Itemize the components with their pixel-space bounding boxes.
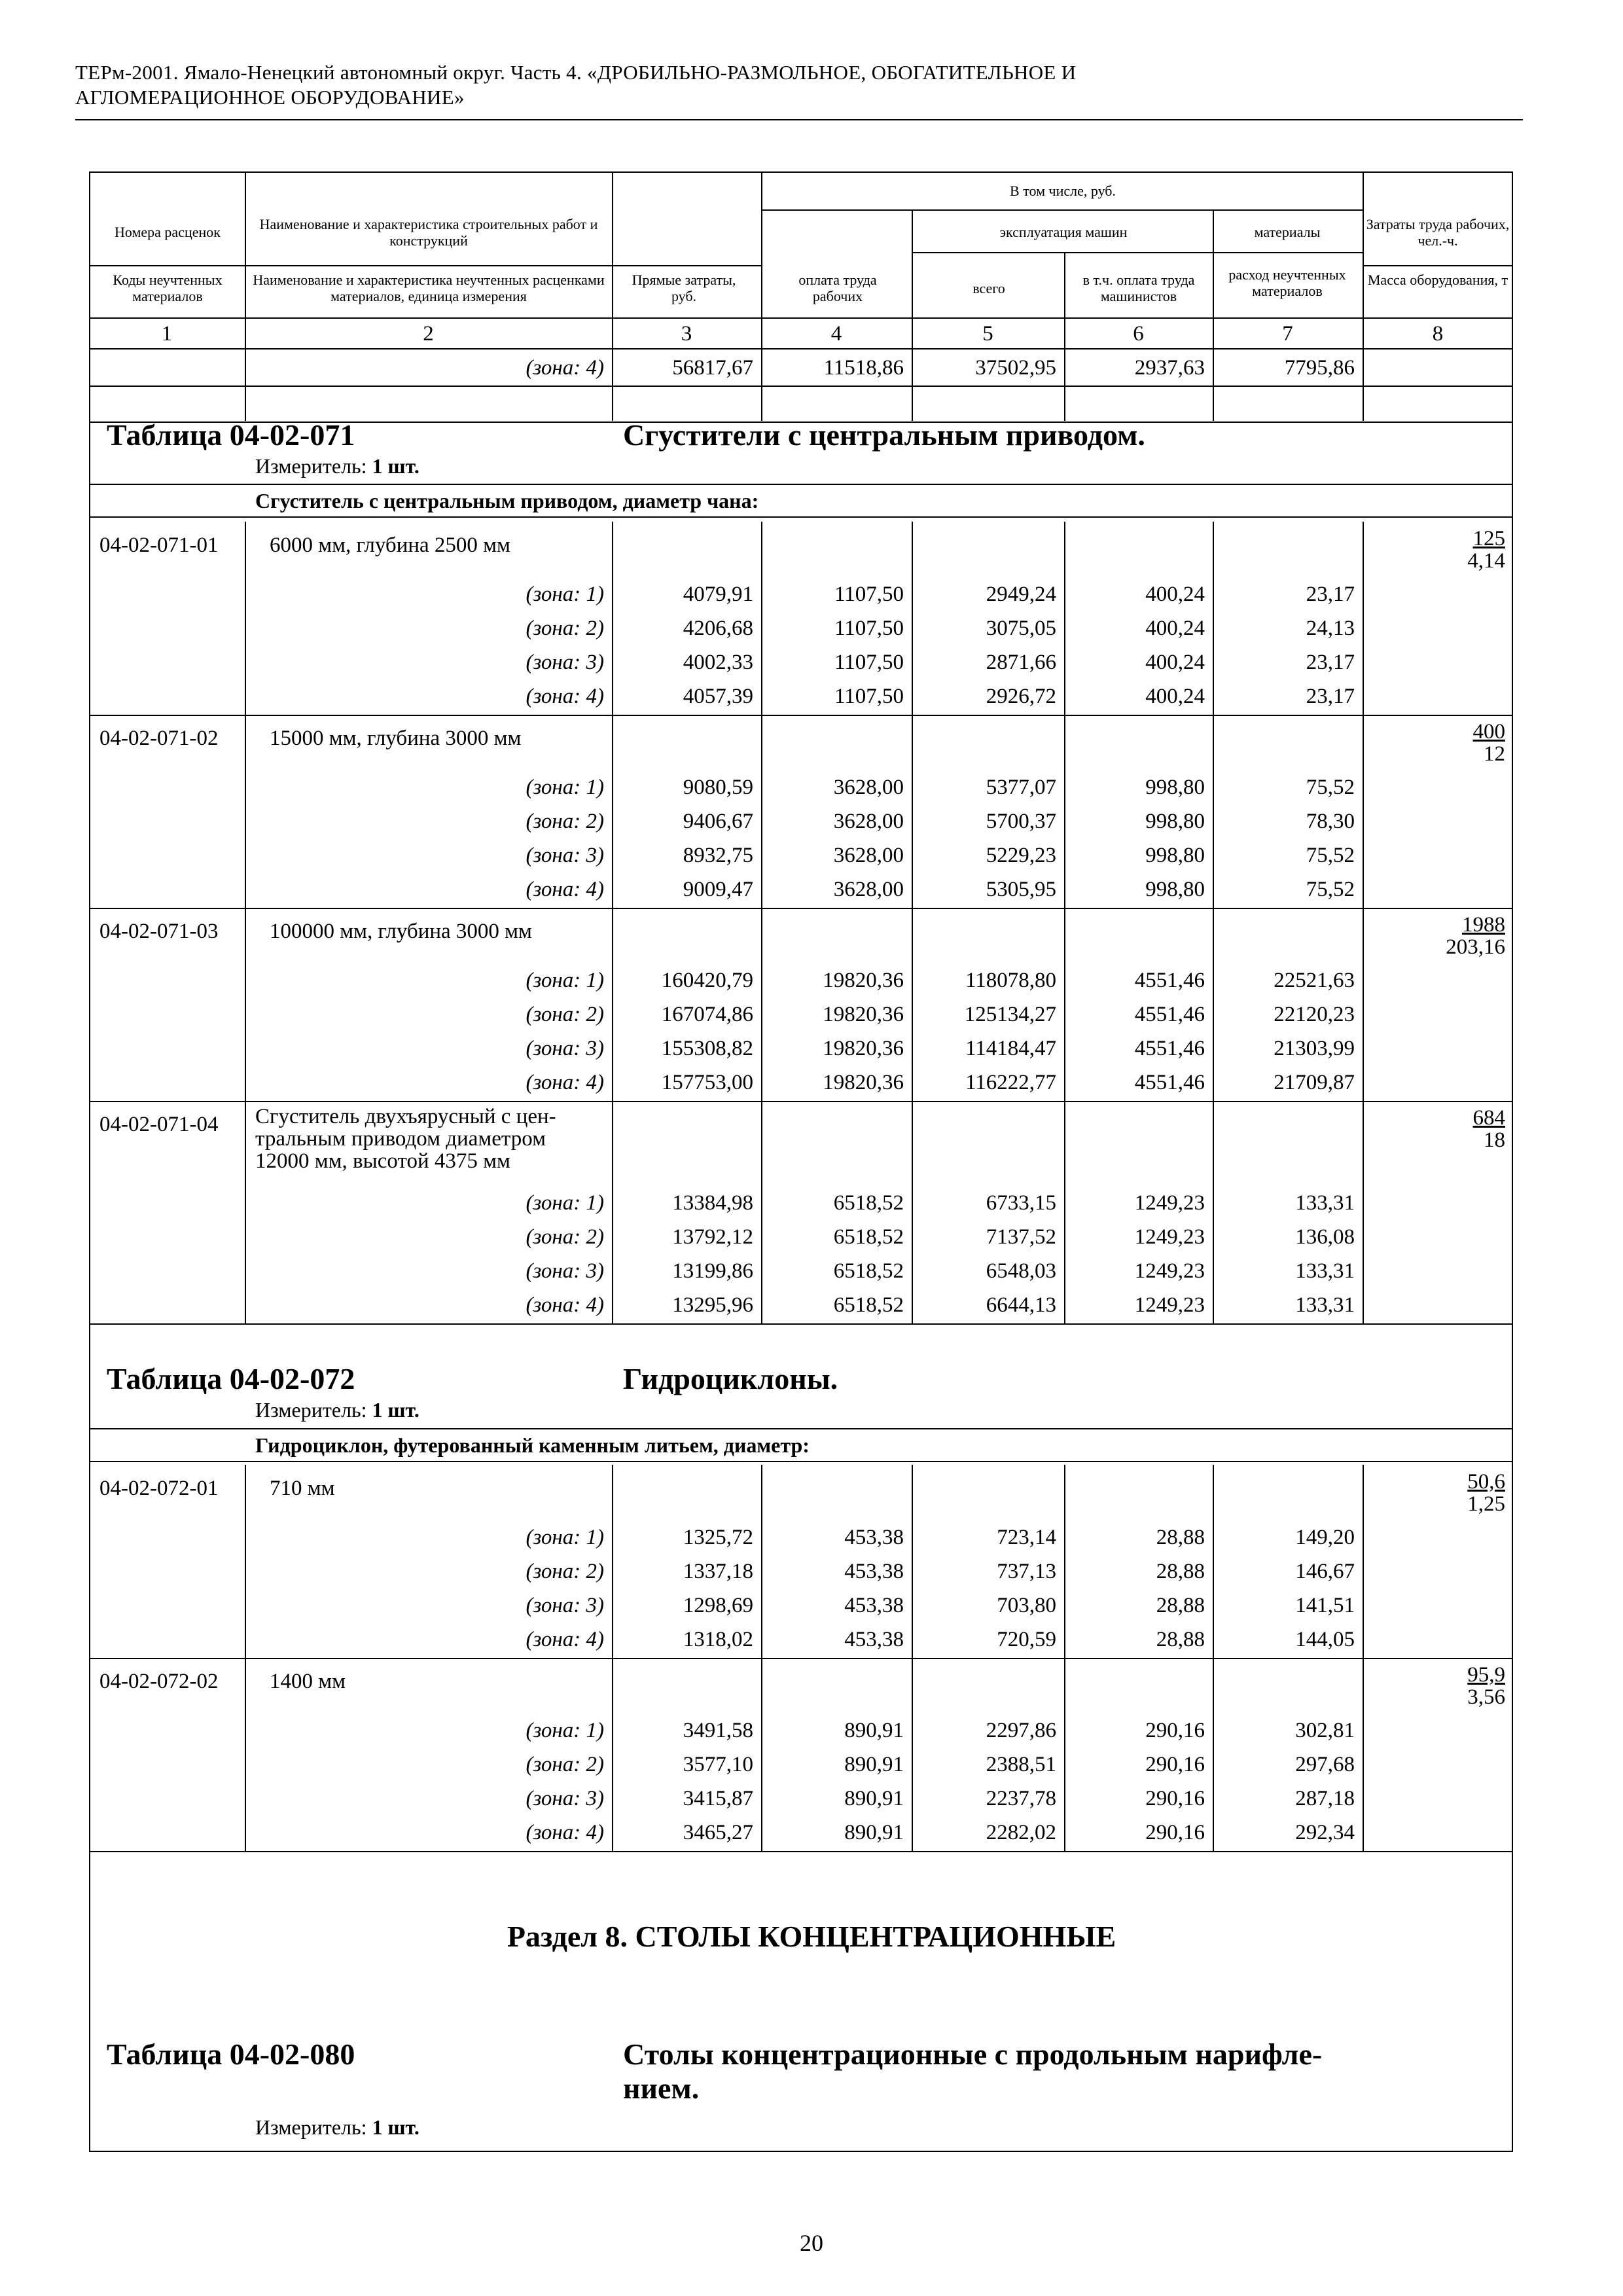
grid-line — [89, 484, 1513, 485]
materials-header: материалы — [1254, 224, 1321, 240]
zone-row-value: 6518,52 — [833, 1259, 904, 1283]
zone-row-value: 453,38 — [844, 1526, 904, 1549]
equipment-mass: 3,56 — [1467, 1685, 1505, 1709]
zone-row-zone-label: (зона: 4) — [526, 1071, 604, 1094]
zone-row-value: 3415,87 — [683, 1787, 753, 1810]
table-number: Таблица 04-02-071 — [107, 418, 355, 452]
zone-row-value: 9009,47 — [683, 878, 753, 901]
col1-bottom-header: Коды неучтенных материалов — [113, 272, 223, 304]
zone-row-value: 703,80 — [997, 1594, 1056, 1617]
zone-row-zone-label: (зона: 1) — [526, 1526, 604, 1549]
grid-line — [89, 908, 1513, 909]
zone-row-value: 5377,07 — [986, 776, 1056, 799]
grid-line — [89, 516, 1513, 518]
zone-row-value: 1249,23 — [1134, 1225, 1205, 1249]
zone-row-value: 13295,96 — [672, 1293, 753, 1317]
zone-row-value: 453,38 — [844, 1628, 904, 1651]
zone-row-value: 6733,15 — [986, 1191, 1056, 1215]
unit-measure — [255, 1398, 419, 1422]
zone-row-value: 1107,50 — [834, 651, 904, 674]
carryover-row-value: 56817,67 — [672, 356, 753, 380]
equipment-mass: 18 — [1484, 1128, 1505, 1152]
unit-measure — [255, 2115, 419, 2140]
zone-row-zone-label: (зона: 1) — [526, 583, 604, 606]
col5-header: всего — [972, 280, 1005, 296]
column-number-1: 1 — [161, 322, 173, 346]
zone-row-value: 400,24 — [1145, 685, 1205, 708]
rate-description: 15000 мм, глубина 3000 мм — [270, 726, 522, 750]
zone-row-value: 287,18 — [1295, 1787, 1355, 1810]
zone-row-value: 998,80 — [1145, 878, 1205, 901]
zone-row-value: 1249,23 — [1134, 1259, 1205, 1283]
group-header: В том числе, руб. — [1010, 183, 1116, 199]
labor-cost: 684 — [1472, 1106, 1505, 1130]
zone-row-value: 4551,46 — [1134, 1071, 1205, 1094]
zone-row-value: 1107,50 — [834, 583, 904, 606]
table-name-line-2: нием. — [623, 2072, 700, 2105]
zone-row-value: 4206,68 — [683, 617, 753, 640]
unit-label: Измеритель: — [255, 1398, 367, 1422]
grid-line — [89, 317, 1513, 319]
zone-row-zone-label: (зона: 2) — [526, 1753, 604, 1776]
zone-row-value: 400,24 — [1145, 583, 1205, 606]
labor-cost: 400 — [1472, 720, 1505, 744]
zone-row-zone-label: (зона: 3) — [526, 651, 604, 674]
zone-row-value: 5305,95 — [986, 878, 1056, 901]
zone-row-value: 723,14 — [997, 1526, 1056, 1549]
unit-label: Измеритель: — [255, 454, 367, 478]
zone-row-zone-label: (зона: 3) — [526, 1259, 604, 1283]
zone-row-value: 4079,91 — [683, 583, 753, 606]
zone-row-value: 22120,23 — [1274, 1003, 1355, 1026]
zone-row-value: 136,08 — [1295, 1225, 1355, 1249]
zone-row-value: 5700,37 — [986, 810, 1056, 833]
rate-code: 04-02-071-01 — [99, 533, 219, 557]
zone-row-value: 22521,63 — [1274, 969, 1355, 992]
zone-row-zone-label: (зона: 3) — [526, 1594, 604, 1617]
zone-row-zone-label: (зона: 1) — [526, 969, 604, 992]
zone-row-value: 400,24 — [1145, 651, 1205, 674]
equipment-mass: 1,25 — [1467, 1492, 1505, 1516]
zone-row-value: 133,31 — [1295, 1293, 1355, 1317]
zone-row-value: 9406,67 — [683, 810, 753, 833]
zone-row-value: 4057,39 — [683, 685, 753, 708]
zone-row-zone-label: (зона: 2) — [526, 810, 604, 833]
zone-row-value: 4551,46 — [1134, 1037, 1205, 1060]
running-header — [75, 60, 1522, 110]
zone-row-value: 6548,03 — [986, 1259, 1056, 1283]
zone-row-value: 3491,58 — [683, 1719, 753, 1742]
column-number-6: 6 — [1133, 322, 1144, 346]
zone-row-value: 157753,00 — [661, 1071, 753, 1094]
rate-code: 04-02-072-02 — [99, 1670, 219, 1693]
running-header-line-2: АГЛОМЕРАЦИОННОЕ ОБОРУДОВАНИЕ» — [75, 86, 465, 109]
zone-row-value: 28,88 — [1156, 1526, 1205, 1549]
zone-row-value: 2949,24 — [986, 583, 1056, 606]
zone-row-zone-label: (зона: 1) — [526, 1191, 604, 1215]
column-number-5: 5 — [982, 322, 993, 346]
zone-row-value: 3075,05 — [986, 617, 1056, 640]
zone-row-value: 133,31 — [1295, 1259, 1355, 1283]
col3-header: Прямые затраты, руб. — [632, 272, 736, 304]
zone-row-value: 21709,87 — [1274, 1071, 1355, 1094]
grid-line — [761, 209, 1363, 211]
zone-row-value: 6518,52 — [833, 1293, 904, 1317]
table-name: Гидроциклоны. — [623, 1362, 838, 1395]
zone-row-value: 1325,72 — [683, 1526, 753, 1549]
zone-row-value: 75,52 — [1306, 844, 1355, 867]
zone-row-value: 1249,23 — [1134, 1191, 1205, 1215]
grid-line — [89, 1658, 1513, 1659]
zone-row-value: 21303,99 — [1274, 1037, 1355, 1060]
zone-row-value: 160420,79 — [661, 969, 753, 992]
zone-row-value: 28,88 — [1156, 1628, 1205, 1651]
grid-line — [89, 1461, 1513, 1462]
zone-row-zone-label: (зона: 4) — [526, 1821, 604, 1844]
zone-row-zone-label: (зона: 4) — [526, 878, 604, 901]
zone-row-value: 75,52 — [1306, 776, 1355, 799]
zone-row-value: 19820,36 — [823, 1071, 904, 1094]
col1-top-header: Номера расценок — [115, 224, 221, 240]
equipment-mass: 12 — [1484, 742, 1505, 766]
zone-row-value: 720,59 — [997, 1628, 1056, 1651]
zone-row-zone-label: (зона: 4) — [526, 1628, 604, 1651]
zone-row-value: 2926,72 — [986, 685, 1056, 708]
zone-row-value: 1337,18 — [683, 1560, 753, 1583]
zone-row-value: 3628,00 — [833, 776, 904, 799]
zone-row-value: 3465,27 — [683, 1821, 753, 1844]
rate-description: 1400 мм — [270, 1670, 346, 1693]
zone-row-value: 2237,78 — [986, 1787, 1056, 1810]
carryover-row-value: 2937,63 — [1134, 356, 1205, 380]
zone-row-value: 6518,52 — [833, 1225, 904, 1249]
carryover-row-zone-label: (зона: 4) — [526, 356, 604, 380]
labor-cost: 95,9 — [1467, 1663, 1505, 1687]
header-rule — [75, 119, 1523, 120]
table-number: Таблица 04-02-080 — [107, 2037, 355, 2071]
carryover-row-value: 11518,86 — [823, 356, 904, 380]
zone-row-value: 146,67 — [1295, 1560, 1355, 1583]
zone-row-value: 23,17 — [1306, 685, 1355, 708]
zone-row-value: 125134,27 — [964, 1003, 1056, 1026]
zone-row-value: 292,34 — [1295, 1821, 1355, 1844]
zone-row-value: 75,52 — [1306, 878, 1355, 901]
grid-line — [1363, 350, 1364, 421]
col7-header: расход неучтенных материалов — [1228, 266, 1346, 299]
zone-row-value: 23,17 — [1306, 583, 1355, 606]
labor-cost: 125 — [1472, 527, 1505, 550]
rate-description-line: Сгуститель двухъярусный с цен- — [255, 1105, 556, 1128]
zone-row-value: 9080,59 — [683, 776, 753, 799]
grid-line — [89, 1101, 1513, 1102]
zone-row-value: 13199,86 — [672, 1259, 753, 1283]
zone-row-value: 24,13 — [1306, 617, 1355, 640]
column-number-8: 8 — [1432, 322, 1444, 346]
zone-row-value: 3628,00 — [833, 810, 904, 833]
zone-row-value: 998,80 — [1145, 776, 1205, 799]
rate-code: 04-02-071-03 — [99, 920, 219, 943]
rate-description: 6000 мм, глубина 2500 мм — [270, 533, 510, 557]
zone-row-zone-label: (зона: 3) — [526, 844, 604, 867]
zone-row-value: 4002,33 — [683, 651, 753, 674]
col2-top-header: Наименование и характеристика строительных работ и конструкций — [259, 216, 598, 249]
carryover-row-value: 37502,95 — [975, 356, 1056, 380]
labor-cost: 1988 — [1462, 913, 1505, 937]
zone-row-value: 3628,00 — [833, 844, 904, 867]
unit-value: 1 шт. — [372, 1398, 419, 1422]
zone-row-value: 890,91 — [844, 1719, 904, 1742]
zone-row-value: 3577,10 — [683, 1753, 753, 1776]
rate-code: 04-02-071-04 — [99, 1113, 219, 1136]
zone-row-value: 890,91 — [844, 1821, 904, 1844]
machines-header: эксплуатация машин — [999, 224, 1128, 240]
zone-row-value: 1318,02 — [683, 1628, 753, 1651]
zone-row-zone-label: (зона: 2) — [526, 617, 604, 640]
col4-header: оплата труда рабочих — [798, 272, 877, 304]
zone-row-value: 6518,52 — [833, 1191, 904, 1215]
col6-header: в т.ч. оплата труда машинистов — [1082, 272, 1195, 304]
zone-row-value: 155308,82 — [661, 1037, 753, 1060]
table-number: Таблица 04-02-072 — [107, 1362, 355, 1395]
rate-description: 100000 мм, глубина 3000 мм — [270, 920, 532, 943]
zone-row-zone-label: (зона: 2) — [526, 1560, 604, 1583]
zone-row-value: 167074,86 — [661, 1003, 753, 1026]
column-number-2: 2 — [423, 322, 434, 346]
zone-row-zone-label: (зона: 2) — [526, 1003, 604, 1026]
zone-row-value: 28,88 — [1156, 1594, 1205, 1617]
column-number-4: 4 — [830, 322, 842, 346]
zone-row-zone-label: (зона: 4) — [526, 685, 604, 708]
page-number: 20 — [800, 2230, 823, 2256]
zone-row-zone-label: (зона: 3) — [526, 1037, 604, 1060]
section-title: Раздел 8. СТОЛЫ КОНЦЕНТРАЦИОННЫЕ — [507, 1920, 1116, 1953]
zone-row-value: 2282,02 — [986, 1821, 1056, 1844]
zone-row-value: 737,13 — [997, 1560, 1056, 1583]
zone-row-zone-label: (зона: 3) — [526, 1787, 604, 1810]
zone-row-value: 19820,36 — [823, 969, 904, 992]
zone-row-value: 290,16 — [1145, 1753, 1205, 1776]
labor-cost: 50,6 — [1467, 1470, 1505, 1494]
grid-line — [912, 252, 1363, 253]
rate-code: 04-02-071-02 — [99, 726, 219, 750]
column-number-3: 3 — [681, 322, 692, 346]
zone-row-zone-label: (зона: 4) — [526, 1293, 604, 1317]
col2-bottom-header: Наименование и характеристика неучтенных расценками материалов, единица измерения — [253, 272, 605, 304]
zone-row-value: 5229,23 — [986, 844, 1056, 867]
zone-row-value: 2388,51 — [986, 1753, 1056, 1776]
rate-description-line: тральным приводом диаметром — [255, 1127, 546, 1151]
zone-row-value: 3628,00 — [833, 878, 904, 901]
zone-row-value: 2297,86 — [986, 1719, 1056, 1742]
equipment-mass: 4,14 — [1467, 549, 1505, 573]
zone-row-value: 998,80 — [1145, 844, 1205, 867]
zone-row-value: 1107,50 — [834, 685, 904, 708]
zone-row-value: 890,91 — [844, 1753, 904, 1776]
zone-row-value: 114184,47 — [965, 1037, 1056, 1060]
zone-row-value: 290,16 — [1145, 1821, 1205, 1844]
zone-row-value: 144,05 — [1295, 1628, 1355, 1651]
unit-value: 1 шт. — [372, 454, 419, 478]
zone-row-value: 4551,46 — [1134, 969, 1205, 992]
zone-row-value: 23,17 — [1306, 651, 1355, 674]
zone-row-value: 1249,23 — [1134, 1293, 1205, 1317]
grid-line — [89, 348, 1513, 350]
zone-row-value: 7137,52 — [986, 1225, 1056, 1249]
zone-row-value: 13792,12 — [672, 1225, 753, 1249]
zone-row-value: 19820,36 — [823, 1003, 904, 1026]
zone-row-value: 4551,46 — [1134, 1003, 1205, 1026]
zone-row-value: 400,24 — [1145, 617, 1205, 640]
zone-row-value: 998,80 — [1145, 810, 1205, 833]
col8-top-header: Затраты труда рабочих, чел.-ч. — [1366, 216, 1510, 249]
group-subheader: Гидроциклон, футерованный каменным литьем, диаметр: — [255, 1433, 810, 1457]
carryover-row-value: 7795,86 — [1284, 356, 1355, 380]
zone-row-value: 118078,80 — [965, 969, 1056, 992]
rate-description: 710 мм — [270, 1477, 335, 1500]
grid-line — [89, 1851, 1513, 1852]
group-subheader: Сгуститель с центральным приводом, диаметр чана: — [255, 489, 759, 512]
zone-row-zone-label: (зона: 1) — [526, 1719, 604, 1742]
zone-row-value: 1298,69 — [683, 1594, 753, 1617]
zone-row-value: 290,16 — [1145, 1719, 1205, 1742]
equipment-mass: 203,16 — [1446, 935, 1505, 959]
table-name: Сгустители с центральным приводом. — [623, 418, 1145, 452]
unit-label: Измеритель: — [255, 2115, 367, 2139]
zone-row-value: 290,16 — [1145, 1787, 1205, 1810]
grid-line — [89, 715, 1513, 716]
grid-line — [1363, 265, 1513, 266]
running-header-line-1: ТЕРм-2001. Ямало-Ненецкий автономный округ. Часть 4. «ДРОБИЛЬНО-РАЗМОЛЬНОЕ, ОБОГАТИТЕЛЬНОЕ И — [75, 61, 1077, 84]
rate-code: 04-02-072-01 — [99, 1477, 219, 1500]
grid-line — [89, 1323, 1513, 1325]
unit-value: 1 шт. — [372, 2115, 419, 2139]
grid-line — [89, 265, 761, 266]
grid-line — [89, 1428, 1513, 1429]
zone-row-value: 133,31 — [1295, 1191, 1355, 1215]
zone-row-value: 78,30 — [1306, 810, 1355, 833]
unit-measure — [255, 454, 419, 478]
col8-bottom-header: Масса оборудования, т — [1367, 272, 1508, 288]
rate-description-line: 12000 мм, высотой 4375 мм — [255, 1149, 510, 1173]
zone-row-value: 302,81 — [1295, 1719, 1355, 1742]
zone-row-value: 141,51 — [1295, 1594, 1355, 1617]
zone-row-value: 1107,50 — [834, 617, 904, 640]
zone-row-value: 890,91 — [844, 1787, 904, 1810]
zone-row-value: 453,38 — [844, 1594, 904, 1617]
zone-row-zone-label: (зона: 1) — [526, 776, 604, 799]
zone-row-value: 19820,36 — [823, 1037, 904, 1060]
column-number-7: 7 — [1282, 322, 1293, 346]
zone-row-value: 149,20 — [1295, 1526, 1355, 1549]
zone-row-value: 116222,77 — [965, 1071, 1056, 1094]
zone-row-value: 8932,75 — [683, 844, 753, 867]
grid-line — [89, 386, 1513, 387]
zone-row-value: 2871,66 — [986, 651, 1056, 674]
zone-row-zone-label: (зона: 2) — [526, 1225, 604, 1249]
zone-row-value: 13384,98 — [672, 1191, 753, 1215]
zone-row-value: 6644,13 — [986, 1293, 1056, 1317]
table-name-line-1: Столы концентрационные с продольным нарифле- — [623, 2037, 1323, 2071]
zone-row-value: 28,88 — [1156, 1560, 1205, 1583]
zone-row-value: 453,38 — [844, 1560, 904, 1583]
zone-row-value: 297,68 — [1295, 1753, 1355, 1776]
